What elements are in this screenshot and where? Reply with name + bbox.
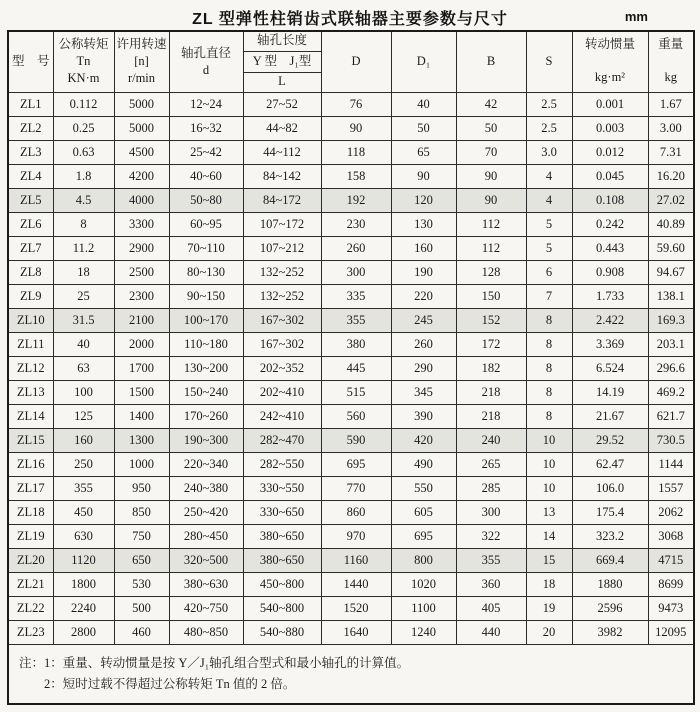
value-cell: 107~172 (243, 212, 321, 236)
col-header-inertia: 转动惯量 kg·m² (572, 31, 648, 92)
value-cell: 202~410 (243, 380, 321, 404)
value-cell: 202~352 (243, 356, 321, 380)
page-title: ZL 型弹性柱销齿式联轴器主要参数与尺寸 (192, 11, 508, 28)
value-cell: 323.2 (572, 524, 648, 548)
value-cell: 158 (321, 164, 391, 188)
value-cell: 6 (526, 260, 572, 284)
col-header-D1: D₁ (391, 31, 456, 92)
value-cell: 10 (526, 476, 572, 500)
value-cell: 0.112 (53, 92, 114, 116)
value-cell: 450~800 (243, 572, 321, 596)
table-footer (8, 644, 694, 704)
value-cell: 621.7 (648, 404, 694, 428)
value-cell: 3.00 (648, 116, 694, 140)
value-cell: 0.443 (572, 236, 648, 260)
value-cell: 445 (321, 356, 391, 380)
table-row (8, 380, 694, 404)
value-cell: 4500 (114, 140, 169, 164)
model-cell: ZL21 (8, 572, 53, 596)
value-cell: 260 (391, 332, 456, 356)
value-cell: 5000 (114, 92, 169, 116)
value-cell: 31.5 (53, 308, 114, 332)
col-header-torque: 公称转矩 Tn KN·m (53, 31, 114, 92)
value-cell: 1160 (321, 548, 391, 572)
table-row (8, 428, 694, 452)
value-cell: 8 (53, 212, 114, 236)
value-cell: 112 (456, 212, 526, 236)
note-1: 注：1：重量、转动惯量是按 Y／J₁轴孔组合型式和最小轴孔的计算值。 (19, 655, 410, 670)
value-cell: 84~142 (243, 164, 321, 188)
model-cell: ZL10 (8, 308, 53, 332)
value-cell: 9473 (648, 596, 694, 620)
value-cell: 360 (456, 572, 526, 596)
value-cell: 172 (456, 332, 526, 356)
value-cell: 8 (526, 380, 572, 404)
model-cell: ZL12 (8, 356, 53, 380)
value-cell: 296.6 (648, 356, 694, 380)
value-cell: 380~650 (243, 548, 321, 572)
table-row (8, 260, 694, 284)
table-row (8, 572, 694, 596)
value-cell: 2900 (114, 236, 169, 260)
table-row (8, 140, 694, 164)
value-cell: 250 (53, 452, 114, 476)
value-cell: 420 (391, 428, 456, 452)
value-cell: 175.4 (572, 500, 648, 524)
value-cell: 850 (114, 500, 169, 524)
value-cell: 25~42 (169, 140, 243, 164)
table-header (8, 31, 694, 92)
value-cell: 50 (456, 116, 526, 140)
value-cell: 1880 (572, 572, 648, 596)
value-cell: 285 (456, 476, 526, 500)
table-row (8, 212, 694, 236)
value-cell: 84~172 (243, 188, 321, 212)
value-cell: 12095 (648, 620, 694, 644)
model-cell: ZL1 (8, 92, 53, 116)
value-cell: 152 (456, 308, 526, 332)
table-row (8, 524, 694, 548)
value-cell: 0.242 (572, 212, 648, 236)
value-cell: 19 (526, 596, 572, 620)
value-cell: 560 (321, 404, 391, 428)
value-cell: 490 (391, 452, 456, 476)
value-cell: 27~52 (243, 92, 321, 116)
table-body (8, 92, 694, 644)
value-cell: 695 (321, 452, 391, 476)
value-cell: 203.1 (648, 332, 694, 356)
value-cell: 169.3 (648, 308, 694, 332)
value-cell: 6.524 (572, 356, 648, 380)
title-row (0, 3, 700, 29)
value-cell: 265 (456, 452, 526, 476)
value-cell: 1440 (321, 572, 391, 596)
value-cell: 130 (391, 212, 456, 236)
value-cell: 65 (391, 140, 456, 164)
value-cell: 1700 (114, 356, 169, 380)
value-cell: 1520 (321, 596, 391, 620)
value-cell: 120 (391, 188, 456, 212)
value-cell: 62.47 (572, 452, 648, 476)
col-header-bore-length: 轴孔长度 (243, 31, 321, 51)
value-cell: 0.045 (572, 164, 648, 188)
value-cell: 59.60 (648, 236, 694, 260)
value-cell: 18 (526, 572, 572, 596)
table-row (8, 404, 694, 428)
value-cell: 90 (456, 188, 526, 212)
value-cell: 112 (456, 236, 526, 260)
value-cell: 8 (526, 332, 572, 356)
value-cell: 4000 (114, 188, 169, 212)
table-row (8, 92, 694, 116)
table-row (8, 188, 694, 212)
value-cell: 25 (53, 284, 114, 308)
value-cell: 320~500 (169, 548, 243, 572)
value-cell: 100 (53, 380, 114, 404)
model-cell: ZL13 (8, 380, 53, 404)
value-cell: 2800 (53, 620, 114, 644)
value-cell: 860 (321, 500, 391, 524)
table-row (8, 476, 694, 500)
value-cell: 110~180 (169, 332, 243, 356)
value-cell: 150~240 (169, 380, 243, 404)
col-header-B: B (456, 31, 526, 92)
value-cell: 50 (391, 116, 456, 140)
model-cell: ZL9 (8, 284, 53, 308)
value-cell: 50~80 (169, 188, 243, 212)
value-cell: 4 (526, 164, 572, 188)
value-cell: 355 (53, 476, 114, 500)
value-cell: 2240 (53, 596, 114, 620)
model-cell: ZL17 (8, 476, 53, 500)
value-cell: 14 (526, 524, 572, 548)
value-cell: 4 (526, 188, 572, 212)
model-cell: ZL20 (8, 548, 53, 572)
value-cell: 540~880 (243, 620, 321, 644)
model-cell: ZL14 (8, 404, 53, 428)
table-row (8, 548, 694, 572)
value-cell: 0.908 (572, 260, 648, 284)
value-cell: 44~82 (243, 116, 321, 140)
value-cell: 128 (456, 260, 526, 284)
value-cell: 5 (526, 236, 572, 260)
value-cell: 7 (526, 284, 572, 308)
value-cell: 21.67 (572, 404, 648, 428)
value-cell: 970 (321, 524, 391, 548)
value-cell: 12~24 (169, 92, 243, 116)
value-cell: 2100 (114, 308, 169, 332)
value-cell: 390 (391, 404, 456, 428)
value-cell: 469.2 (648, 380, 694, 404)
value-cell: 650 (114, 548, 169, 572)
value-cell: 10 (526, 428, 572, 452)
value-cell: 40.89 (648, 212, 694, 236)
value-cell: 44~112 (243, 140, 321, 164)
value-cell: 107~212 (243, 236, 321, 260)
col-header-model: 型 号 (8, 31, 53, 92)
value-cell: 220~340 (169, 452, 243, 476)
value-cell: 40~60 (169, 164, 243, 188)
value-cell: 4715 (648, 548, 694, 572)
value-cell: 1144 (648, 452, 694, 476)
value-cell: 530 (114, 572, 169, 596)
value-cell: 500 (114, 596, 169, 620)
value-cell: 380~650 (243, 524, 321, 548)
value-cell: 90 (321, 116, 391, 140)
notes-cell (8, 644, 694, 704)
table-row (8, 500, 694, 524)
col-header-weight: 重量 kg (648, 31, 694, 92)
value-cell: 2500 (114, 260, 169, 284)
value-cell: 16.20 (648, 164, 694, 188)
value-cell: 2.5 (526, 92, 572, 116)
model-cell: ZL15 (8, 428, 53, 452)
value-cell: 355 (456, 548, 526, 572)
value-cell: 730.5 (648, 428, 694, 452)
value-cell: 167~302 (243, 332, 321, 356)
value-cell: 1300 (114, 428, 169, 452)
value-cell: 630 (53, 524, 114, 548)
model-cell: ZL18 (8, 500, 53, 524)
model-cell: ZL11 (8, 332, 53, 356)
value-cell: 242~410 (243, 404, 321, 428)
value-cell: 1640 (321, 620, 391, 644)
value-cell: 150 (456, 284, 526, 308)
col-header-bore-length-types: Y 型 J₁型 (243, 51, 321, 72)
value-cell: 80~130 (169, 260, 243, 284)
value-cell: 138.1 (648, 284, 694, 308)
value-cell: 70~110 (169, 236, 243, 260)
model-cell: ZL22 (8, 596, 53, 620)
value-cell: 1.733 (572, 284, 648, 308)
model-cell: ZL5 (8, 188, 53, 212)
value-cell: 1557 (648, 476, 694, 500)
value-cell: 290 (391, 356, 456, 380)
value-cell: 5000 (114, 116, 169, 140)
value-cell: 160 (391, 236, 456, 260)
value-cell: 300 (321, 260, 391, 284)
value-cell: 90 (456, 164, 526, 188)
value-cell: 355 (321, 308, 391, 332)
value-cell: 190 (391, 260, 456, 284)
value-cell: 10 (526, 452, 572, 476)
value-cell: 300 (456, 500, 526, 524)
value-cell: 1100 (391, 596, 456, 620)
value-cell: 2000 (114, 332, 169, 356)
value-cell: 450 (53, 500, 114, 524)
value-cell: 515 (321, 380, 391, 404)
value-cell: 2.422 (572, 308, 648, 332)
table-row (8, 116, 694, 140)
note-2: 2：短时过载不得超过公称转矩 Tn 值的 2 倍。 (44, 677, 296, 692)
col-header-speed: 许用转速 [n] r/min (114, 31, 169, 92)
value-cell: 1240 (391, 620, 456, 644)
value-cell: 14.19 (572, 380, 648, 404)
value-cell: 1500 (114, 380, 169, 404)
model-cell: ZL8 (8, 260, 53, 284)
value-cell: 405 (456, 596, 526, 620)
value-cell: 282~550 (243, 452, 321, 476)
value-cell: 125 (53, 404, 114, 428)
value-cell: 590 (321, 428, 391, 452)
value-cell: 130~200 (169, 356, 243, 380)
model-cell: ZL19 (8, 524, 53, 548)
model-cell: ZL2 (8, 116, 53, 140)
value-cell: 29.52 (572, 428, 648, 452)
value-cell: 7.31 (648, 140, 694, 164)
value-cell: 1.8 (53, 164, 114, 188)
value-cell: 20 (526, 620, 572, 644)
col-header-bore-diameter: 轴孔直径 d (169, 31, 243, 92)
model-cell: ZL23 (8, 620, 53, 644)
value-cell: 4.5 (53, 188, 114, 212)
value-cell: 345 (391, 380, 456, 404)
value-cell: 250~420 (169, 500, 243, 524)
value-cell: 440 (456, 620, 526, 644)
value-cell: 1.67 (648, 92, 694, 116)
value-cell: 118 (321, 140, 391, 164)
value-cell: 90~150 (169, 284, 243, 308)
value-cell: 3068 (648, 524, 694, 548)
value-cell: 1120 (53, 548, 114, 572)
value-cell: 132~252 (243, 284, 321, 308)
value-cell: 322 (456, 524, 526, 548)
table-row (8, 164, 694, 188)
table-row (8, 620, 694, 644)
value-cell: 8 (526, 308, 572, 332)
value-cell: 540~800 (243, 596, 321, 620)
value-cell: 40 (391, 92, 456, 116)
value-cell: 170~260 (169, 404, 243, 428)
value-cell: 4200 (114, 164, 169, 188)
value-cell: 218 (456, 380, 526, 404)
value-cell: 132~252 (243, 260, 321, 284)
value-cell: 0.25 (53, 116, 114, 140)
model-cell: ZL7 (8, 236, 53, 260)
model-cell: ZL3 (8, 140, 53, 164)
value-cell: 8 (526, 404, 572, 428)
value-cell: 16~32 (169, 116, 243, 140)
value-cell: 18 (53, 260, 114, 284)
value-cell: 1020 (391, 572, 456, 596)
value-cell: 330~650 (243, 500, 321, 524)
value-cell: 380 (321, 332, 391, 356)
value-cell: 218 (456, 404, 526, 428)
value-cell: 5 (526, 212, 572, 236)
col-header-S: S (526, 31, 572, 92)
value-cell: 90 (391, 164, 456, 188)
value-cell: 27.02 (648, 188, 694, 212)
value-cell: 240 (456, 428, 526, 452)
value-cell: 0.001 (572, 92, 648, 116)
value-cell: 3.369 (572, 332, 648, 356)
value-cell: 1000 (114, 452, 169, 476)
unit-label: mm (624, 9, 648, 24)
value-cell: 0.63 (53, 140, 114, 164)
table-row (8, 356, 694, 380)
value-cell: 106.0 (572, 476, 648, 500)
col-header-bore-length-symbol: L (243, 72, 321, 92)
value-cell: 70 (456, 140, 526, 164)
table-row (8, 332, 694, 356)
model-cell: ZL16 (8, 452, 53, 476)
value-cell: 605 (391, 500, 456, 524)
value-cell: 8699 (648, 572, 694, 596)
value-cell: 550 (391, 476, 456, 500)
table-row (8, 308, 694, 332)
value-cell: 335 (321, 284, 391, 308)
value-cell: 2300 (114, 284, 169, 308)
table-row (8, 284, 694, 308)
value-cell: 770 (321, 476, 391, 500)
value-cell: 160 (53, 428, 114, 452)
value-cell: 8 (526, 356, 572, 380)
value-cell: 750 (114, 524, 169, 548)
value-cell: 182 (456, 356, 526, 380)
value-cell: 192 (321, 188, 391, 212)
value-cell: 420~750 (169, 596, 243, 620)
value-cell: 15 (526, 548, 572, 572)
value-cell: 230 (321, 212, 391, 236)
value-cell: 3300 (114, 212, 169, 236)
value-cell: 0.003 (572, 116, 648, 140)
table-row (8, 452, 694, 476)
value-cell: 280~450 (169, 524, 243, 548)
value-cell: 3982 (572, 620, 648, 644)
value-cell: 380~630 (169, 572, 243, 596)
value-cell: 950 (114, 476, 169, 500)
value-cell: 42 (456, 92, 526, 116)
value-cell: 800 (391, 548, 456, 572)
value-cell: 60~95 (169, 212, 243, 236)
value-cell: 0.108 (572, 188, 648, 212)
value-cell: 3.0 (526, 140, 572, 164)
value-cell: 1400 (114, 404, 169, 428)
value-cell: 282~470 (243, 428, 321, 452)
value-cell: 1800 (53, 572, 114, 596)
value-cell: 260 (321, 236, 391, 260)
value-cell: 2062 (648, 500, 694, 524)
value-cell: 167~302 (243, 308, 321, 332)
value-cell: 2.5 (526, 116, 572, 140)
value-cell: 76 (321, 92, 391, 116)
value-cell: 240~380 (169, 476, 243, 500)
value-cell: 220 (391, 284, 456, 308)
value-cell: 2596 (572, 596, 648, 620)
value-cell: 40 (53, 332, 114, 356)
value-cell: 100~170 (169, 308, 243, 332)
model-cell: ZL6 (8, 212, 53, 236)
value-cell: 0.012 (572, 140, 648, 164)
table-row (8, 596, 694, 620)
value-cell: 94.67 (648, 260, 694, 284)
value-cell: 480~850 (169, 620, 243, 644)
parameters-table (7, 30, 695, 705)
value-cell: 11.2 (53, 236, 114, 260)
value-cell: 13 (526, 500, 572, 524)
table-row (8, 236, 694, 260)
value-cell: 63 (53, 356, 114, 380)
col-header-D: D (321, 31, 391, 92)
value-cell: 245 (391, 308, 456, 332)
value-cell: 330~550 (243, 476, 321, 500)
value-cell: 669.4 (572, 548, 648, 572)
model-cell: ZL4 (8, 164, 53, 188)
value-cell: 460 (114, 620, 169, 644)
value-cell: 190~300 (169, 428, 243, 452)
value-cell: 695 (391, 524, 456, 548)
